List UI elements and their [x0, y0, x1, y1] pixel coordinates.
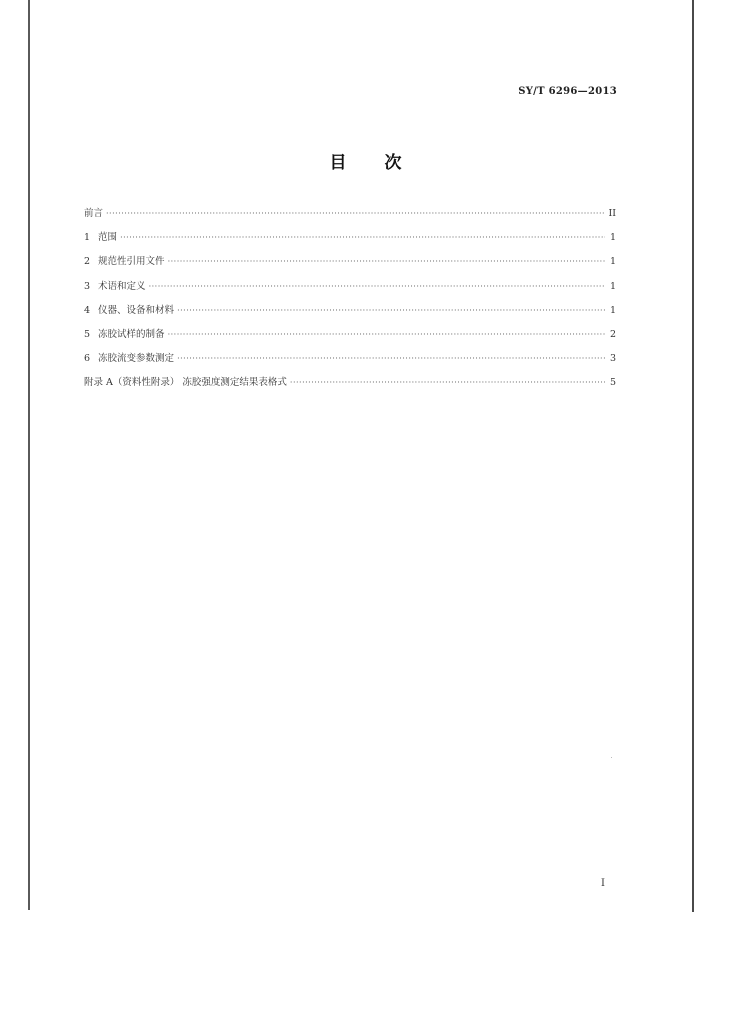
toc-leader-dots [120, 233, 605, 242]
toc-entry-number: 1 [84, 232, 91, 244]
toc-entry-number: 3 [84, 280, 91, 292]
page-right-edge [692, 0, 694, 912]
toc-entry-number: 4 [84, 304, 91, 316]
toc-entry-page: II [608, 208, 616, 219]
toc-entry-label: 冻胶流变参数测定 [98, 353, 175, 365]
title-char-2: 次 [384, 153, 402, 173]
toc-entry-page: 1 [609, 280, 616, 292]
toc-entry-label: 范围 [98, 232, 118, 244]
toc-entry-page: 2 [609, 328, 616, 340]
toc-leader-dots [106, 209, 605, 218]
toc-entry-page: 1 [609, 304, 616, 316]
toc-leader-dots [177, 354, 605, 363]
toc-entry-page: 1 [609, 232, 616, 244]
toc-entry-6[interactable] [84, 350, 616, 374]
toc-entry-page: 1 [609, 256, 616, 268]
toc-entry-label: 前言 [84, 208, 104, 219]
toc-entry-5[interactable] [84, 326, 616, 350]
toc-entry-4[interactable] [84, 302, 616, 326]
page-left-edge [28, 0, 30, 910]
toc-entry-number: 5 [84, 328, 91, 340]
toc-entry-foreword[interactable] [84, 205, 616, 229]
toc-entry-label: 冻胶试样的制备 [98, 328, 165, 340]
page-title [0, 148, 731, 173]
toc-leader-dots [168, 330, 605, 339]
toc-entry-3[interactable] [84, 278, 616, 302]
toc-entry-appendix-a[interactable] [84, 374, 616, 398]
toc-entry-number: 6 [84, 353, 91, 365]
toc-entry-number: 2 [84, 256, 91, 268]
toc-entry-page: 3 [609, 353, 616, 365]
scan-speck [611, 757, 612, 758]
table-of-contents [84, 205, 616, 399]
footer-page-number: I [601, 878, 605, 889]
toc-entry-page: 5 [609, 377, 616, 389]
toc-entry-label: 附录 A（资料性附录） 冻胶强度测定结果表格式 [84, 377, 287, 389]
toc-leader-dots [290, 378, 605, 387]
toc-leader-dots [168, 257, 605, 266]
toc-entry-label: 仪器、设备和材料 [98, 304, 175, 316]
toc-entry-label: 规范性引用文件 [98, 256, 165, 268]
toc-entry-2[interactable] [84, 253, 616, 277]
title-char-1: 目 [329, 153, 347, 173]
standard-code: SY/T 6296—2013 [518, 86, 617, 97]
toc-entry-1[interactable] [84, 229, 616, 253]
toc-leader-dots [177, 306, 605, 315]
toc-leader-dots [149, 282, 605, 291]
toc-entry-label: 术语和定义 [98, 280, 146, 292]
